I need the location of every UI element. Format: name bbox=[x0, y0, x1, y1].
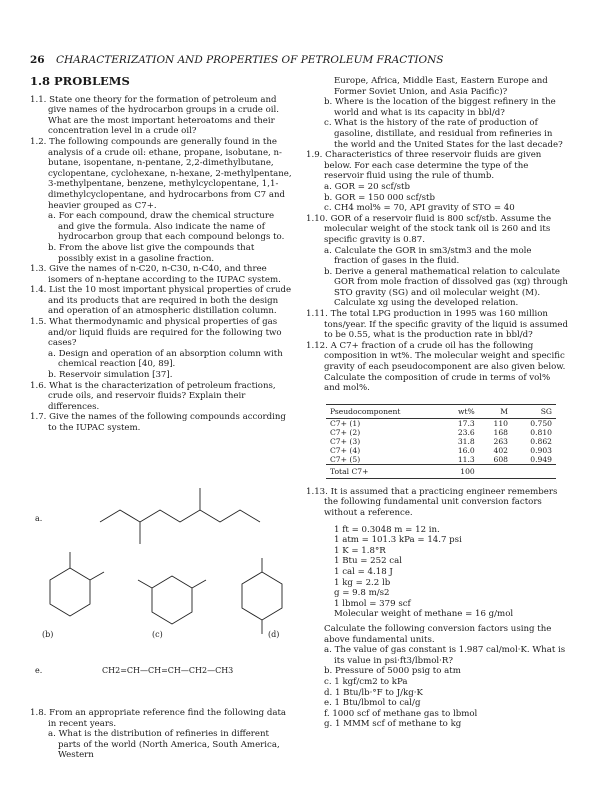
left-problem bbox=[30, 95, 292, 137]
table-cell: 168 bbox=[493, 427, 508, 437]
right-problem bbox=[306, 309, 568, 341]
problem-number: 1.6. bbox=[30, 380, 47, 391]
right-problem bbox=[306, 214, 568, 246]
problem-text: c. What is the history of the rate of production of gasoline, distillate, and residual from refineries in the world and the United States for the last decade? bbox=[324, 118, 563, 150]
table-header-cell: SG bbox=[512, 404, 556, 418]
table-cell: 100 bbox=[442, 464, 479, 478]
problem-text: a. What is the distribution of refineries in different parts of the world (North America, South America, Western bbox=[48, 729, 280, 761]
fig-label-e: e. bbox=[35, 666, 43, 675]
problem-text: The following compounds are generally found in the analysis of a crude oil: ethane, propane, isobutane, n-butane, isopentane, n-pentane, 2,2-dimethylbutane, cyclopentane, cyclohexane, n-hexane, 2-methylpentane, 3-methylpentane, benzene, methylcyclopentane, 1,1-dimethylcyclopentane, and hydrocarbons from C7 and heavier grouped as C7+. bbox=[48, 136, 292, 211]
right-subitem bbox=[306, 193, 568, 204]
conversion-factor: 1 kg = 2.2 lb bbox=[334, 577, 391, 588]
problem-text: Characteristics of three reservoir fluids are given below. For each case determine the type of the reservoir fluid using the rule of thumb. bbox=[324, 150, 542, 182]
problem-text: f. 1000 scf of methane gas to lbmol bbox=[324, 708, 478, 719]
left-problem bbox=[30, 412, 292, 433]
problem-text: d. 1 Btu/lb·°F to J/kg·K bbox=[324, 687, 423, 698]
problem-text: GOR of a reservoir fluid is 800 scf/stb. Assume the molecular weight of the stock tank oil is 260 and its specific gravity is 0.87. bbox=[324, 213, 552, 245]
right-subitem bbox=[306, 118, 568, 150]
right-column bbox=[306, 76, 568, 730]
table-cell: C7+ (3) bbox=[330, 436, 361, 446]
table-cell: 0.810 bbox=[530, 427, 552, 437]
table-cell: 11.3 bbox=[457, 454, 475, 464]
problem-number: 1.13. bbox=[306, 486, 328, 497]
fig-label-c: (c) bbox=[152, 630, 163, 639]
right-continuation bbox=[306, 624, 568, 645]
left-problem-list-2 bbox=[30, 708, 292, 761]
problem-text: b. Derive a general mathematical relation to calculate GOR from mole fraction of dissolved gas (xg) through STO gravity (SG) and oil molecular weight (M). Calculate xg using the developed relation. bbox=[324, 266, 568, 309]
conversion-factor: Molecular weight of methane = 16 g/mol bbox=[334, 609, 514, 620]
problem-text: a. The value of gas constant is 1.987 cal/mol·K. What is its value in psi·ft3/lbmol·R? bbox=[324, 645, 566, 666]
structure-b-ring bbox=[50, 568, 90, 616]
problem-text: Give the names of n-C20, n-C30, n-C40, and three isomers of n-heptane according to the IUPAC system. bbox=[48, 264, 281, 285]
left-problem bbox=[30, 285, 292, 317]
table-cell: 608 bbox=[493, 454, 508, 464]
formula-e: CH2=CH—CH=CH—CH2—CH3 bbox=[102, 666, 234, 675]
structure-a-chain bbox=[100, 510, 260, 522]
running-title: CHARACTERIZATION AND PROPERTIES OF PETROLEUM FRACTIONS bbox=[55, 54, 444, 66]
right-problem-list bbox=[306, 76, 568, 394]
problem-number: 1.4. bbox=[30, 285, 47, 296]
problem-number: 1.10. bbox=[306, 213, 328, 224]
problem-text: What thermodynamic and physical properties of gas and/or liquid fluids are required for the following two cases? bbox=[48, 317, 282, 349]
page-number: 26 bbox=[30, 54, 45, 66]
conversion-factor: 1 K = 1.8°R bbox=[334, 545, 386, 556]
problem-text: a. Design and operation of an absorption column with chemical reaction [40, 89]. bbox=[48, 348, 283, 370]
conversion-list bbox=[334, 525, 568, 620]
problem-text: The total LPG production in 1995 was 160 million tons/year. If the specific gravity of the liquid is assumed to be 0.55, what is the production rate in bbl/d? bbox=[324, 309, 568, 341]
right-subitem bbox=[306, 203, 568, 214]
structure-drawings bbox=[30, 480, 292, 680]
fig-label-d: (d) bbox=[268, 630, 280, 639]
problem-text: State one theory for the formation of petroleum and give names of the hydrocarbon groups in a crude oil. What are the most important heteroatoms and their concentration level in a crude oil? bbox=[48, 94, 280, 137]
right-problem bbox=[306, 150, 568, 182]
conversion-factor: 1 Btu = 252 cal bbox=[334, 556, 402, 567]
left-subitem bbox=[30, 370, 292, 381]
table-cell bbox=[512, 464, 556, 478]
table-cell: 23.6 bbox=[457, 427, 475, 437]
right-subitem bbox=[306, 698, 568, 709]
conversion-factor: g = 9.8 m/s2 bbox=[334, 588, 390, 599]
problem-text: List the 10 most important physical properties of crude and its products that are required in both the design and operation of an atmospheric distillation column. bbox=[48, 285, 292, 317]
problem-number: 1.1. bbox=[30, 94, 47, 105]
problem-text: What is the characterization of petroleum fractions, crude oils, and reservoir fluids? Explain their differences. bbox=[48, 380, 276, 412]
problem-number: 1.11. bbox=[306, 309, 328, 320]
left-column-bottom bbox=[30, 708, 292, 761]
table-row bbox=[326, 446, 556, 455]
problem-text: a. Calculate the GOR in sm3/stm3 and the mole fraction of gases in the fluid. bbox=[324, 245, 532, 267]
left-column bbox=[30, 76, 292, 434]
table-cell: C7+ (4) bbox=[330, 445, 361, 455]
structure-d-ring bbox=[242, 572, 282, 620]
table-row bbox=[326, 418, 556, 428]
table-cell: Total C7+ bbox=[326, 464, 442, 478]
problem-number: 1.9. bbox=[306, 150, 323, 161]
table-total-row bbox=[326, 464, 556, 478]
pseudocomponent-table bbox=[326, 404, 556, 479]
left-subitem bbox=[30, 211, 292, 243]
table-cell: 17.3 bbox=[457, 418, 475, 428]
fig-label-a: a. bbox=[35, 514, 43, 523]
table-cell: 0.862 bbox=[530, 436, 552, 446]
left-problem bbox=[30, 264, 292, 285]
problem-text: b. Reservoir simulation [37]. bbox=[48, 370, 173, 381]
problem-text: A C7+ fraction of a crude oil has the following composition in wt%. The molecular weight and specific gravity of each pseudocomponent are also given below. Calculate the composition of crude in terms of vol% and mol%. bbox=[324, 340, 566, 394]
problem-text: c. 1 kgf/cm2 to kPa bbox=[324, 676, 408, 687]
right-subitem bbox=[306, 719, 568, 730]
conversion-factor: 1 ft = 0.3048 m = 12 in. bbox=[334, 524, 440, 535]
conversion-factor: 1 cal = 4.18 J bbox=[334, 566, 393, 577]
problem-text: b. Where is the location of the biggest refinery in the world and what is its capacity in bbl/d? bbox=[324, 97, 556, 118]
problem-text: Calculate the following conversion factors using the above fundamental units. bbox=[324, 623, 552, 645]
structure-c-methyl-2 bbox=[192, 580, 206, 588]
table-header-cell: wt% bbox=[442, 404, 479, 418]
left-problem bbox=[30, 317, 292, 349]
structure-c-ring bbox=[152, 576, 192, 624]
table-cell: 0.750 bbox=[530, 418, 552, 428]
conversion-factor: 1 atm = 101.3 kPa = 14.7 psi bbox=[334, 535, 462, 546]
problem-text: g. 1 MMM scf of methane to kg bbox=[324, 719, 462, 730]
problem-number: 1.7. bbox=[30, 412, 47, 423]
table-cell bbox=[479, 464, 512, 478]
problem-text: It is assumed that a practicing engineer remembers the following fundamental unit conversion factors without a reference. bbox=[324, 486, 558, 518]
right-problem-list-3 bbox=[306, 624, 568, 730]
right-problem-list-2 bbox=[306, 487, 568, 519]
problem-number: 1.8. bbox=[30, 708, 47, 718]
table-header-cell: M bbox=[479, 404, 512, 418]
table-cell: 31.8 bbox=[457, 436, 475, 446]
right-subitem bbox=[306, 246, 568, 267]
problem-text: b. GOR = 150 000 scf/stb bbox=[324, 192, 435, 203]
conversion-factor: 1 lbmol = 379 scf bbox=[334, 598, 411, 609]
fig-label-b: (b) bbox=[42, 630, 54, 639]
right-subitem bbox=[306, 267, 568, 309]
section-title: 1.8 PROBLEMS bbox=[30, 74, 130, 88]
problem-text: c. CH4 mol% = 70, API gravity of STO = 40 bbox=[324, 203, 515, 214]
right-subitem bbox=[306, 645, 568, 666]
problem-text: e. 1 Btu/lbmol to cal/g bbox=[324, 698, 421, 709]
table-cell: 110 bbox=[493, 418, 508, 428]
left-subitem bbox=[30, 349, 292, 370]
table-cell: 402 bbox=[493, 445, 508, 455]
table-cell: C7+ (1) bbox=[330, 418, 361, 428]
left-problem-list bbox=[30, 95, 292, 434]
right-subitem bbox=[306, 677, 568, 688]
table-row bbox=[326, 428, 556, 437]
problem-text: a. For each compound, draw the chemical structure and give the formula. Also indicate the name of hydrocarbon group that each compound belongs to. bbox=[48, 211, 285, 243]
table-cell: C7+ (5) bbox=[330, 454, 361, 464]
table-header-cell: Pseudocomponent bbox=[326, 404, 442, 418]
problem-number: 1.12. bbox=[306, 340, 328, 351]
table-cell: C7+ (2) bbox=[330, 427, 361, 437]
right-subitem bbox=[306, 709, 568, 720]
structures-figure bbox=[30, 480, 292, 710]
problem-text: b. From the above list give the compounds that possibly exist in a gasoline fraction. bbox=[48, 242, 255, 264]
table-cell: 0.949 bbox=[530, 454, 552, 464]
problem-number: 1.3. bbox=[30, 264, 47, 275]
problem-number: 1.5. bbox=[30, 317, 47, 328]
table-cell: 16.0 bbox=[457, 445, 475, 455]
problem-text: b. Pressure of 5000 psig to atm bbox=[324, 666, 461, 677]
table-row bbox=[326, 437, 556, 446]
right-problem bbox=[306, 487, 568, 519]
right-continuation bbox=[306, 76, 568, 97]
right-subitem bbox=[306, 666, 568, 677]
structure-c-methyl-1 bbox=[138, 580, 152, 588]
table-cell: 263 bbox=[493, 436, 508, 446]
problem-number: 1.2. bbox=[30, 136, 47, 147]
left-subitem bbox=[30, 729, 292, 761]
right-subitem bbox=[306, 182, 568, 193]
problem-text: Give the names of the following compounds according to the IUPAC system. bbox=[48, 412, 286, 433]
structure-b-methyl-2 bbox=[90, 572, 104, 580]
table-row bbox=[326, 455, 556, 465]
running-header bbox=[30, 54, 574, 66]
right-problem bbox=[306, 341, 568, 394]
problem-text: From an appropriate reference find the following data in recent years. bbox=[48, 708, 287, 729]
right-subitem bbox=[306, 688, 568, 699]
left-problem bbox=[30, 137, 292, 211]
problem-text: a. GOR = 20 scf/stb bbox=[324, 181, 410, 192]
table-cell: 0.903 bbox=[530, 445, 552, 455]
right-subitem bbox=[306, 97, 568, 118]
left-subitem bbox=[30, 243, 292, 264]
problem-text: Europe, Africa, Middle East, Eastern Europe and Former Soviet Union, and Asia Pacific)? bbox=[334, 76, 548, 97]
left-problem bbox=[30, 381, 292, 413]
left-problem bbox=[30, 708, 292, 729]
